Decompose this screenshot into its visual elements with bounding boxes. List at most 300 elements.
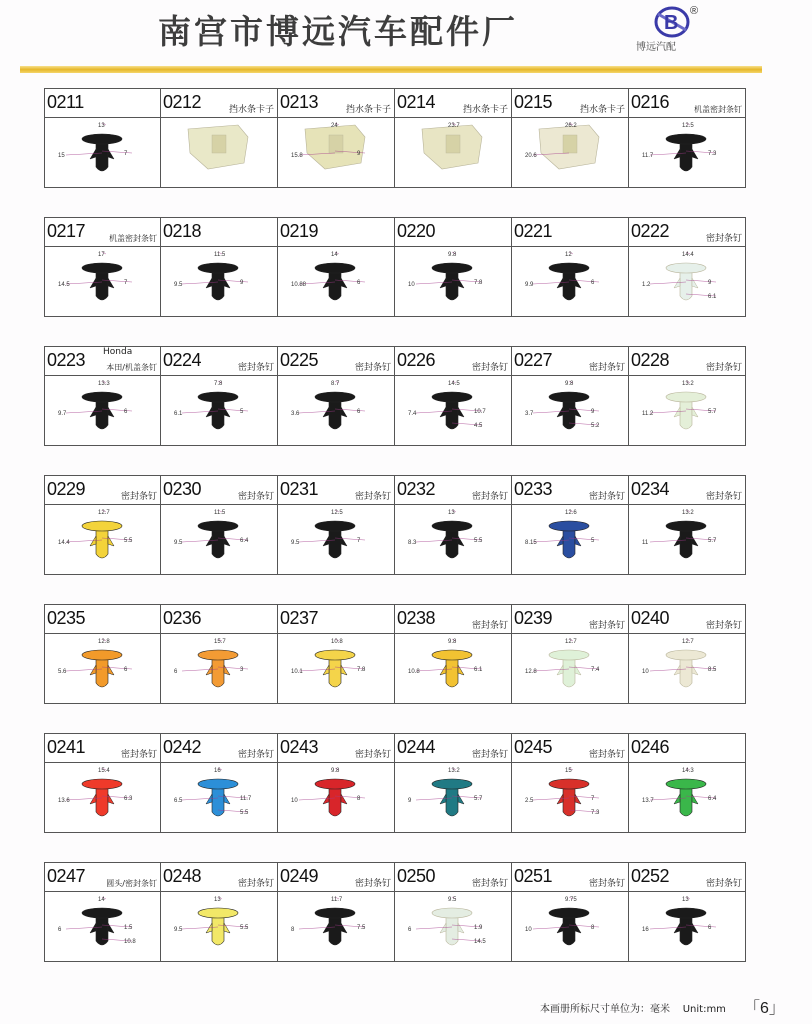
clip-image (315, 908, 355, 945)
part-figure (161, 633, 276, 703)
dimension-value: 10.8 (331, 639, 343, 645)
catalog-cell-0216 (629, 88, 746, 188)
catalog-cell-0228 (629, 346, 746, 446)
cell-header (278, 347, 394, 376)
part-type-label: 机盖密封条钉 (694, 105, 742, 114)
dimension-value: 6 (408, 927, 412, 933)
part-figure (278, 762, 393, 832)
dimension-value: 9.8 (448, 639, 457, 645)
part-type-label: 密封条钉 (471, 879, 508, 889)
part-figure (395, 762, 510, 832)
dimension-value: 5.7 (708, 538, 717, 544)
catalog-row (44, 604, 748, 704)
part-type-label: 挡水条卡子 (345, 105, 391, 115)
dimension-value: 6.5 (174, 798, 183, 804)
dimension-value: 16 (642, 927, 649, 933)
dimension-value: 13 (98, 123, 105, 129)
cell-header (45, 476, 160, 505)
part-type-label: 密封条钉 (588, 492, 625, 502)
dimension-value: 5.5 (240, 925, 249, 931)
dimension-value: 15.8 (291, 153, 303, 159)
dimension-value: 6.4 (240, 538, 249, 544)
cell-header (512, 89, 628, 118)
dimension-value: 11.5 (214, 252, 226, 258)
part-figure (161, 375, 276, 445)
cell-header (45, 89, 160, 118)
unit-label: Unit:mm (682, 1004, 726, 1015)
part-figure (629, 891, 744, 961)
clip-image (422, 125, 482, 169)
cell-header (45, 218, 160, 247)
part-figure (45, 246, 160, 316)
dimension-value: 9 (708, 280, 712, 286)
catalog-cell-0222 (629, 217, 746, 317)
dimension-value: 14.4 (58, 540, 70, 546)
catalog-cell-0217 (44, 217, 161, 317)
catalog-cell-0234 (629, 475, 746, 575)
clip-image (432, 908, 472, 945)
part-type-label: 密封条钉 (354, 492, 391, 502)
part-code: 0217 (47, 221, 86, 241)
part-code: 0238 (397, 608, 436, 628)
catalog-cell-0236 (161, 604, 278, 704)
part-figure (512, 117, 627, 187)
dimension-value: 11.2 (642, 411, 654, 417)
dimension-value: 7.8 (474, 280, 483, 286)
clip-image (549, 263, 589, 300)
dimension-value: 9.8 (331, 768, 340, 774)
clip-image (315, 779, 355, 816)
cell-header (512, 476, 628, 505)
cell-header (278, 605, 394, 634)
clip-image (549, 650, 589, 687)
dimension-value: 15 (58, 153, 65, 159)
part-figure (512, 504, 627, 574)
cell-header (278, 476, 394, 505)
catalog-cell-0233 (512, 475, 629, 575)
part-figure (161, 117, 276, 187)
part-type-label: 密封条钉 (354, 363, 391, 373)
part-code: 0234 (631, 479, 670, 499)
clip-image (315, 392, 355, 429)
part-code: 0236 (163, 608, 202, 628)
dimension-value: 15 (565, 768, 572, 774)
dimension-value: 9.8 (565, 381, 574, 387)
catalog-cell-0248 (161, 862, 278, 962)
dimension-value: 3.7 (525, 411, 534, 417)
part-code: 0231 (280, 479, 319, 499)
part-code: 0249 (280, 866, 319, 886)
clip-image (432, 392, 472, 429)
catalog-cell-0232 (395, 475, 512, 575)
dimension-value: 6.4 (708, 796, 717, 802)
part-code: 0243 (280, 737, 319, 757)
part-type-label: 密封条钉 (705, 879, 742, 889)
clip-image (198, 779, 238, 816)
page-header (0, 0, 812, 66)
dimension-value: 12.8 (98, 639, 110, 645)
cell-header (395, 218, 511, 247)
clip-image (666, 521, 706, 558)
dimension-value: 3 (240, 667, 244, 673)
dimension-value: 1.2 (642, 282, 651, 288)
part-type-label: 密封条钉 (471, 621, 508, 631)
part-code: 0225 (280, 350, 319, 370)
cell-header (161, 347, 277, 376)
dimension-value: 26.2 (565, 123, 577, 129)
cell-header (512, 218, 628, 247)
dimension-value: 5 (240, 409, 244, 415)
catalog-cell-0243 (278, 733, 395, 833)
part-type-label: 密封条钉 (588, 363, 625, 373)
part-code: 0212 (163, 92, 202, 112)
catalog-row (44, 217, 748, 317)
page-number: 「6」 (744, 1000, 785, 1017)
dimension-value: 10.8 (408, 669, 420, 675)
part-code: 0245 (514, 737, 553, 757)
cell-header (395, 605, 511, 634)
dimension-value: 13.2 (682, 510, 694, 516)
part-brand: Honda (103, 347, 133, 357)
dimension-value: 7 (124, 151, 128, 157)
dimension-value: 9.8 (448, 252, 457, 258)
part-code: 0218 (163, 221, 202, 241)
dimension-value: 9.75 (565, 897, 577, 903)
dimension-value: 2.5 (525, 798, 534, 804)
clip-image (549, 521, 589, 558)
catalog-cell-0246 (629, 733, 746, 833)
catalog-cell-0219 (278, 217, 395, 317)
catalog-row (44, 346, 748, 446)
catalog-cell-0251 (512, 862, 629, 962)
part-figure (512, 375, 627, 445)
catalog-cell-0212 (161, 88, 278, 188)
dimension-value: 5.5 (474, 538, 483, 544)
clip-image (198, 908, 238, 945)
dimension-value: 5.7 (708, 409, 717, 415)
dimension-value: 10.7 (474, 409, 486, 415)
part-type-label: 密封条钉 (471, 750, 508, 760)
unit-note-text: 本画册所标尺寸单位为：毫米 (540, 1004, 670, 1015)
part-code: 0244 (397, 737, 436, 757)
dimension-value: 6.1 (708, 294, 717, 300)
part-code: 0232 (397, 479, 436, 499)
dimension-value: 9.9 (525, 282, 534, 288)
dimension-value: 6 (591, 280, 595, 286)
part-figure (629, 246, 744, 316)
cell-header (512, 605, 628, 634)
dimension-value: 23.7 (448, 123, 460, 129)
clip-image (82, 134, 122, 171)
dimension-value: 6 (357, 280, 361, 286)
clip-image (432, 650, 472, 687)
catalog-cell-0221 (512, 217, 629, 317)
part-code: 0221 (514, 221, 553, 241)
dimension-value: 15.4 (98, 768, 110, 774)
dimension-value: 13.3 (98, 381, 110, 387)
dimension-value: 15.7 (214, 639, 226, 645)
part-code: 0250 (397, 866, 436, 886)
clip-image (666, 650, 706, 687)
part-figure (629, 633, 744, 703)
part-type-label: 密封条钉 (237, 363, 274, 373)
dimension-value: 6 (357, 409, 361, 415)
dimension-value: 11 (642, 540, 649, 546)
dimension-value: 10 (291, 798, 298, 804)
catalog-cell-0237 (278, 604, 395, 704)
clip-image (82, 779, 122, 816)
catalog-cell-0215 (512, 88, 629, 188)
dimension-value: 9.5 (174, 282, 183, 288)
part-figure (278, 633, 393, 703)
part-figure (512, 891, 627, 961)
part-figure (278, 891, 393, 961)
dimension-value: 12.6 (565, 510, 577, 516)
dimension-value: 9.5 (174, 540, 183, 546)
clip-image (666, 908, 706, 945)
part-type-label: 挡水条卡子 (228, 105, 274, 115)
dimension-value: 14.4 (682, 252, 694, 258)
part-figure (629, 762, 744, 832)
catalog-cell-0238 (395, 604, 512, 704)
dimension-value: 5.5 (240, 810, 249, 816)
part-figure (278, 504, 393, 574)
cell-header (629, 218, 745, 247)
cell-header (629, 89, 745, 118)
logo-caption: 博远汽配 (636, 42, 676, 53)
dimension-value: 5.6 (58, 669, 67, 675)
part-code: 0220 (397, 221, 436, 241)
catalog-cell-0250 (395, 862, 512, 962)
part-type-label: 挡水条卡子 (579, 105, 625, 115)
cell-header (161, 476, 277, 505)
dimension-value: 11.7 (642, 153, 654, 159)
dimension-value: 14.5 (474, 939, 486, 945)
dimension-value: 6 (124, 409, 128, 415)
dimension-value: 5 (591, 538, 595, 544)
part-code: 0219 (280, 221, 319, 241)
clip-image (198, 650, 238, 687)
part-code: 0239 (514, 608, 553, 628)
part-type-label: 密封条钉 (471, 492, 508, 502)
part-code: 0213 (280, 92, 319, 112)
part-figure (45, 117, 160, 187)
cell-header (629, 605, 745, 634)
part-type-label: 密封条钉 (120, 750, 157, 760)
catalog-cell-0252 (629, 862, 746, 962)
dimension-value: 9 (240, 280, 244, 286)
dimension-value: 11.5 (214, 510, 226, 516)
part-code: 0246 (631, 737, 670, 757)
catalog-cell-0235 (44, 604, 161, 704)
dimension-value: 9.5 (291, 540, 300, 546)
dimension-value: 6 (124, 667, 128, 673)
clip-image (432, 521, 472, 558)
dimension-value: 5.2 (591, 423, 600, 429)
dimension-value: 9 (357, 151, 361, 157)
cell-header (161, 734, 277, 763)
dimension-value: 7.4 (591, 667, 600, 673)
cell-header (161, 218, 277, 247)
part-type-label: 密封条钉 (354, 879, 391, 889)
catalog-cell-0213 (278, 88, 395, 188)
part-type-label: 机盖密封条钉 (109, 234, 157, 243)
dimension-value: 8.7 (331, 381, 340, 387)
dimension-value: 14.3 (682, 768, 694, 774)
catalog-cell-0226 (395, 346, 512, 446)
part-figure (395, 504, 510, 574)
dimension-value: 7 (591, 796, 595, 802)
cell-header (395, 89, 511, 118)
part-code: 0211 (47, 92, 84, 112)
clip-image (666, 263, 706, 300)
clip-image (666, 779, 706, 816)
dimension-value: 12.7 (98, 510, 110, 516)
clip-image (432, 263, 472, 300)
cell-header (45, 734, 160, 763)
part-figure (629, 117, 744, 187)
part-type-label: 密封条钉 (471, 363, 508, 373)
part-code: 0233 (514, 479, 553, 499)
cell-header (512, 734, 628, 763)
catalog-cell-0247 (44, 862, 161, 962)
clip-image (666, 392, 706, 429)
clip-image (549, 779, 589, 816)
part-code: 0215 (514, 92, 553, 112)
cell-header (395, 734, 511, 763)
part-figure (45, 504, 160, 574)
dimension-value: 4.5 (474, 423, 483, 429)
dimension-value: 13 (448, 510, 455, 516)
dimension-value: 5.5 (124, 538, 133, 544)
dimension-value: 12.7 (682, 639, 694, 645)
clip-image (82, 521, 122, 558)
catalog-cell-0249 (278, 862, 395, 962)
dimension-value: 7.4 (408, 411, 417, 417)
clip-image (549, 392, 589, 429)
cell-header (629, 734, 745, 763)
part-figure (161, 504, 276, 574)
cell-header (629, 476, 745, 505)
clip-image (198, 392, 238, 429)
part-code: 0235 (47, 608, 86, 628)
part-type-label: 密封条钉 (705, 363, 742, 373)
dimension-value: 9 (591, 409, 595, 415)
catalog-cell-0241 (44, 733, 161, 833)
parts-catalog-grid (44, 88, 748, 991)
dimension-value: 12 (565, 252, 572, 258)
dimension-value: 6.1 (174, 411, 183, 417)
dimension-value: 10.88 (291, 282, 307, 288)
dimension-value: 13.2 (448, 768, 460, 774)
part-type-label: 密封条钉 (705, 234, 742, 244)
cell-header (278, 863, 394, 892)
dimension-value: 8 (357, 796, 361, 802)
clip-image (188, 125, 248, 169)
part-code: 0223 (47, 350, 86, 370)
gold-divider (20, 66, 762, 73)
cell-header (45, 605, 160, 634)
part-type-label: 密封条钉 (354, 750, 391, 760)
part-figure (161, 891, 276, 961)
catalog-cell-0244 (395, 733, 512, 833)
cell-header (512, 863, 628, 892)
catalog-row (44, 862, 748, 962)
clip-image (315, 650, 355, 687)
logo-letter: B (664, 12, 679, 34)
part-type-label: 密封条钉 (237, 492, 274, 502)
dimension-value: 17 (98, 252, 105, 258)
catalog-cell-0245 (512, 733, 629, 833)
dimension-value: 9.7 (58, 411, 67, 417)
part-figure (45, 891, 160, 961)
part-code: 0230 (163, 479, 202, 499)
part-figure (395, 375, 510, 445)
catalog-cell-0225 (278, 346, 395, 446)
part-code: 0251 (514, 866, 553, 886)
part-code: 0242 (163, 737, 202, 757)
dimension-value: 6 (708, 925, 712, 931)
part-figure (629, 504, 744, 574)
clip-image (666, 134, 706, 171)
dimension-value: 7.8 (357, 667, 366, 673)
clip-image (198, 263, 238, 300)
part-type-label: 密封条钉 (237, 750, 274, 760)
cell-header (395, 476, 511, 505)
dimension-value: 10 (408, 282, 415, 288)
part-type-label: 密封条钉 (588, 621, 625, 631)
catalog-cell-0223 (44, 346, 161, 446)
clip-image (315, 521, 355, 558)
dimension-value: 14 (98, 897, 105, 903)
dimension-value: 12.5 (331, 510, 343, 516)
dimension-value: 7 (357, 538, 361, 544)
dimension-value: 10 (642, 669, 649, 675)
part-code: 0227 (514, 350, 553, 370)
part-figure (278, 117, 393, 187)
clip-image (315, 263, 355, 300)
part-type-label: 密封条钉 (705, 492, 742, 502)
dimension-value: 3.6 (291, 411, 300, 417)
cell-header (512, 347, 628, 376)
dimension-value: 8.3 (408, 540, 417, 546)
part-code: 0240 (631, 608, 670, 628)
clip-image (82, 650, 122, 687)
cell-header (161, 89, 277, 118)
registered-mark: ® (690, 5, 699, 17)
part-code: 0228 (631, 350, 670, 370)
part-type-label: 挡水条卡子 (462, 105, 508, 115)
brand-logo (650, 2, 708, 62)
part-type-label: 密封条钉 (588, 750, 625, 760)
dimension-value: 10.8 (124, 939, 136, 945)
part-code: 0224 (163, 350, 202, 370)
dimension-value: 5.7 (474, 796, 483, 802)
dimension-value: 13.7 (642, 798, 654, 804)
part-code: 0216 (631, 92, 670, 112)
cell-header (629, 347, 745, 376)
dimension-value: 1.5 (124, 925, 133, 931)
part-figure (512, 633, 627, 703)
part-code: 0226 (397, 350, 436, 370)
dimension-value: 7.8 (214, 381, 223, 387)
dimension-value: 9 (408, 798, 412, 804)
dimension-value: 11.7 (331, 897, 343, 903)
part-code: 0241 (47, 737, 86, 757)
catalog-cell-0218 (161, 217, 278, 317)
catalog-cell-0214 (395, 88, 512, 188)
clip-image (82, 908, 122, 945)
